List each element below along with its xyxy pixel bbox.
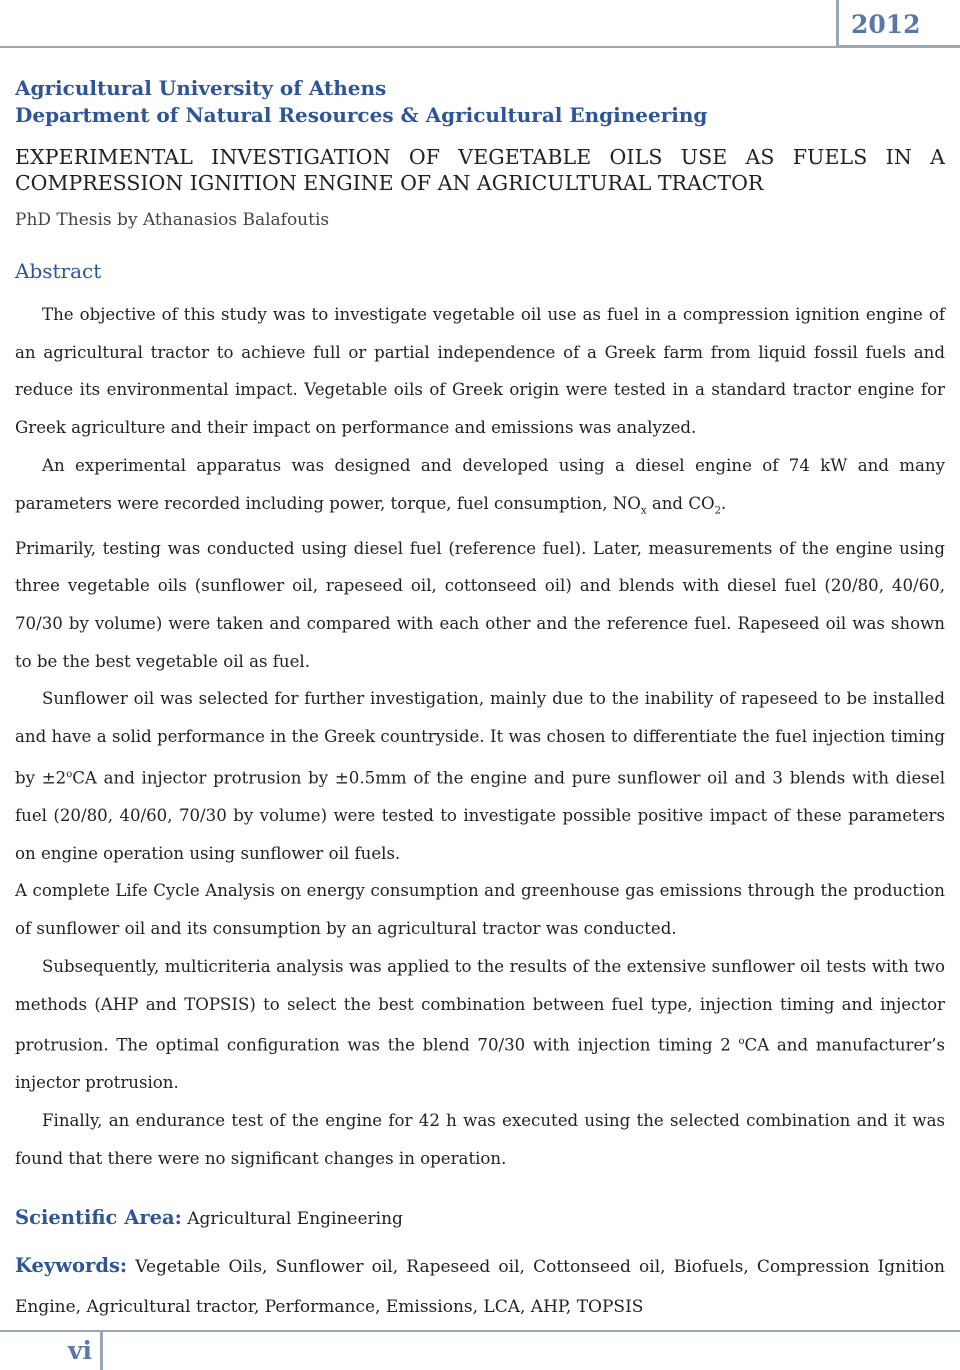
- thesis-author: PhD Thesis by Athanasios Balafoutis: [15, 210, 330, 230]
- keywords: [15, 1246, 945, 1327]
- university-name: Agricultural University of Athens: [15, 76, 387, 100]
- thesis-title-line1: EXPERIMENTAL INVESTIGATION OF VEGETABLE OILS USE AS FUELS IN A: [15, 145, 945, 169]
- scientific-area-value: Agricultural Engineering: [187, 1209, 403, 1229]
- abstract-paragraph-7: Finally, an endurance test of the engine for 42 h was executed using the selected combination and it was found that there were no significant changes in operation.: [15, 1111, 945, 1168]
- footer-rule: [0, 1330, 960, 1332]
- department-name: Department of Natural Resources & Agricultural Engineering: [15, 103, 708, 127]
- keywords-value: Vegetable Oils, Sunflower oil, Rapeseed oil, Cottonseed oil, Biofuels, Compression Ignition Engine, Agricultural tractor, Performance, Emissions, LCA, AHP, TOPSIS: [15, 1257, 945, 1317]
- abstract-paragraph-2: An experimental apparatus was designed and developed using a diesel engine of 74 kW and many parameters were recorded including power, torque, fuel consumption, $NO_x$ and $CO_2$.: [15, 455, 945, 516]
- abstract-heading: Abstract: [15, 259, 102, 283]
- scientific-area: [15, 1206, 945, 1229]
- header-year: 2012: [851, 10, 921, 39]
- abstract-paragraph-6: Subsequently, multicriteria analysis was applied to the results of the extensive sunflower oil tests with two methods (AHP and TOPSIS) to select the best combination between fuel type, injection timing and injector protrusion. The optimal configuration was the blend 70/30 with injection timing 2 $^o$CA and manufacturer’s injector protrusion.: [15, 956, 945, 1093]
- scientific-area-label: Scientific Area:: [15, 1206, 182, 1229]
- keywords-label: Keywords:: [15, 1254, 128, 1277]
- abstract-paragraph-4: Sunflower oil was selected for further investigation, mainly due to the inability of rapeseed to be installed and have a solid performance in the Greek countryside. It was chosen to differentiate the fuel injection timing by $\pm 2^oCA$ and injector protrusion by ±0.5mm of the engine and pure sunflower oil and 3 blends with diesel fuel (20/80, 40/60, 70/30 by volume) were tested to investigate possible positive impact of these parameters on engine operation using sunflower oil fuels.: [15, 689, 945, 863]
- year-box: [836, 0, 960, 48]
- page-number: vi: [68, 1336, 93, 1365]
- header-rule: [0, 46, 836, 48]
- thesis-title-line2: COMPRESSION IGNITION ENGINE OF AN AGRICULTURAL TRACTOR: [15, 171, 764, 195]
- abstract-paragraph-3: Primarily, testing was conducted using diesel fuel (reference fuel). Later, measurements of the engine using three vegetable oils (sunflower oil, rapeseed oil, cottonseed oil) and blends with diesel fuel (20/80, 40/60, 70/30 by volume) were taken and compared with each other and the reference fuel. Rapeseed oil was shown to be the best vegetable oil as fuel.: [15, 538, 945, 671]
- abstract-body: [15, 296, 945, 1178]
- abstract-paragraph-5: A complete Life Cycle Analysis on energy consumption and greenhouse gas emissions through the production of sunflower oil and its consumption by an agricultural tractor was conducted.: [15, 881, 945, 939]
- abstract-paragraph-1: The objective of this study was to investigate vegetable oil use as fuel in a compression ignition engine of an agricultural tractor to achieve full or partial independence of a Greek farm from liquid fossil fuels and reduce its environmental impact. Vegetable oils of Greek origin were tested in a standard tractor engine for Greek agriculture and their impact on performance and emissions was analyzed.: [15, 305, 945, 438]
